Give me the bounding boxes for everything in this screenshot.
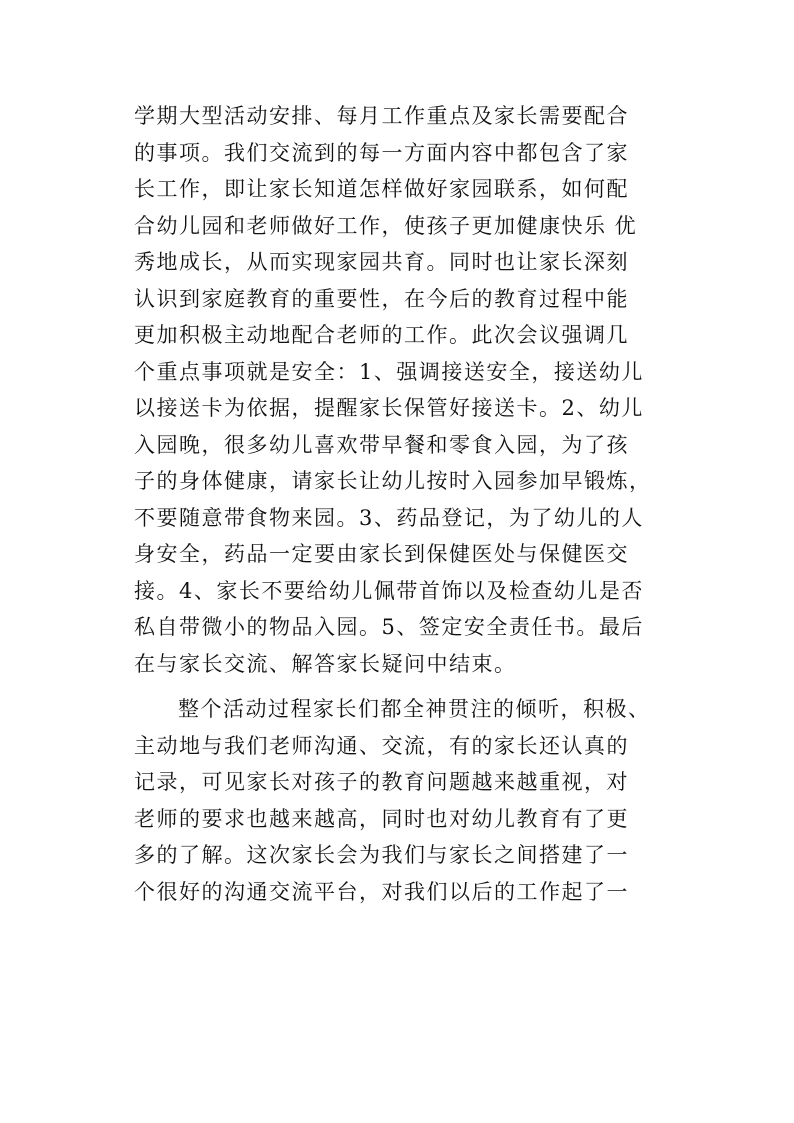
text-line: 以接送卡为依据，提醒家长保管好接送卡。2、幼儿	[134, 396, 644, 420]
text-line: 接。4、家长不要给幼儿佩带首饰以及检查幼儿是否	[134, 578, 644, 603]
paragraph-gap	[134, 682, 674, 691]
paragraph-2	[134, 691, 674, 910]
text-line: 主动地与我们老师沟通、交流，有的家长还认真的	[134, 733, 629, 758]
text-line: 入园晚，很多幼儿喜欢带早餐和零食入园，为了孩	[134, 432, 629, 457]
text-line: 多的了解。这次家长会为我们与家长之间搭建了一	[134, 843, 629, 867]
text-line: 私自带微小的物品入园。5、签定安全责任书。最后	[134, 615, 644, 639]
text-line: 不要随意带食物来园。3、药品登记，为了幼儿的人	[134, 505, 644, 530]
body-text	[134, 98, 674, 910]
text-line: 长工作，即让家长知道怎样做好家园联系，如何配	[134, 177, 629, 201]
text-line: 更加积极主动地配合老师的工作。此次会议强调几	[134, 323, 629, 347]
text-line: 子的身体健康，请家长让幼儿按时入园参加早锻炼，	[134, 469, 652, 493]
paragraph-1	[134, 98, 674, 682]
text-line: 身安全，药品一定要由家长到保健医处与保健医交	[134, 542, 629, 566]
text-line: 老师的要求也越来越高，同时也对幼儿教育有了更	[134, 806, 629, 831]
text-line: 认识到家庭教育的重要性，在今后的教育过程中能	[134, 286, 629, 311]
text-line: 合幼儿园和老师做好工作，使孩子更加健康快乐 优	[134, 213, 638, 238]
text-line: 的事项。我们交流到的每一方面内容中都包含了家	[134, 140, 629, 165]
text-line: 整个活动过程家长们都全神贯注的倾听，积极、	[178, 697, 651, 721]
text-line: 学期大型活动安排、每月工作重点及家长需要配合	[134, 104, 629, 128]
text-line: 个很好的沟通交流平台，对我们以后的工作起了一	[134, 879, 629, 904]
text-line: 记录，可见家长对孩子的教育问题越来越重视，对	[134, 770, 629, 794]
text-line: 个重点事项就是安全：1、强调接送安全，接送幼儿	[134, 359, 644, 384]
text-line: 秀地成长，从而实现家园共育。同时也让家长深刻	[134, 250, 629, 274]
text-line: 在与家长交流、解答家长疑问中结束。	[134, 651, 517, 676]
